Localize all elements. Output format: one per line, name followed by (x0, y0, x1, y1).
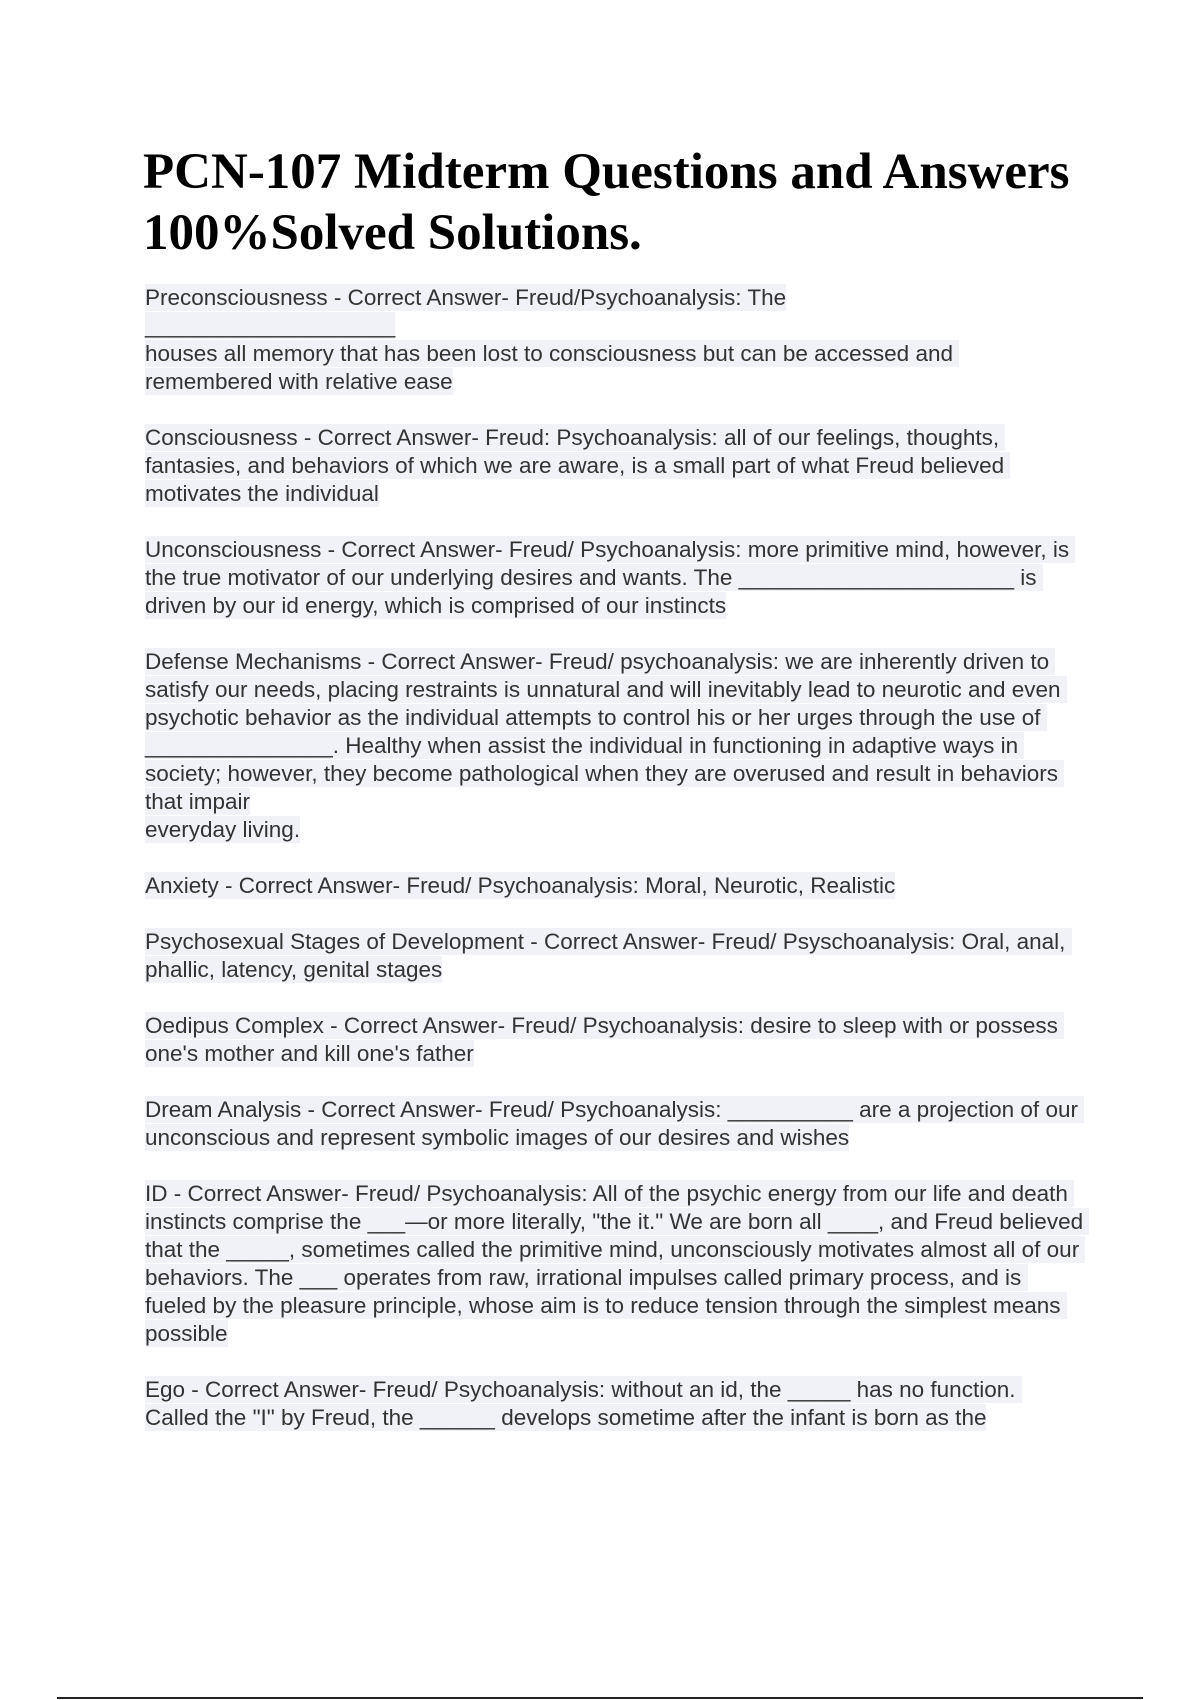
qa-entry-id (145, 1180, 1090, 1348)
qa-entry-text: Defense Mechanisms - Correct Answer- Freud/ psychoanalysis: we are inherently driven to satisfy our needs, placing restraints is unnatural and will inevitably lead to neurotic and even psychotic behavior as the individual attempts to control his or her urges through the use of _______________. Healthy when assist the individual in functioning in adaptive ways in society; however, they become pathological when they are overused and result in behaviors that impair everyday living. (145, 648, 1067, 843)
qa-entry-unconsciousness (145, 536, 1085, 620)
qa-list (145, 284, 1090, 1460)
qa-entry-ego (145, 1376, 1085, 1432)
qa-entry-text: Dream Analysis - Correct Answer- Freud/ Psychoanalysis: __________ are a projection of our unconscious and represent symbolic images of our desires and wishes (145, 1097, 1085, 1150)
qa-entry-text: Anxiety - Correct Answer- Freud/ Psychoanalysis: Moral, Neurotic, Realistic (145, 873, 896, 898)
document-title: PCN-107 Midterm Questions and Answers 100%Solved Solutions. (143, 144, 1070, 261)
qa-entry-oedipus-complex (145, 1012, 1085, 1068)
qa-entry-text: Unconsciousness - Correct Answer- Freud/ Psychoanalysis: more primitive mind, however, is the true motivator of our underlying desires and wants. The ______________________ is driven by our id energy, which is comprised of our instincts (145, 537, 1076, 618)
qa-entry-anxiety (145, 872, 1085, 900)
qa-entry-dream-analysis (145, 1096, 1085, 1152)
qa-entry-consciousness (145, 424, 1085, 508)
qa-entry-text: Ego - Correct Answer- Freud/ Psychoanalysis: without an id, the _____ has no function. Called the "I" by Freud, the ______ develops sometime after the infant is born as the (145, 1377, 1022, 1430)
qa-entry-psychosexual-stages (145, 928, 1085, 984)
qa-entry-text: Preconsciousness - Correct Answer- Freud/Psychoanalysis: The ____________________ houses all memory that has been lost to consciousness but can be accessed and remembered with relative ease (145, 284, 959, 395)
qa-entry-preconsciousness (145, 284, 1085, 396)
qa-entry-text: Consciousness - Correct Answer- Freud: Psychoanalysis: all of our feelings, thoughts, fantasies, and behaviors of which we are aware, is a small part of what Freud believed motivates the individual (145, 425, 1011, 506)
qa-entry-defense-mechanisms (145, 648, 1085, 844)
qa-entry-text: Psychosexual Stages of Development - Correct Answer- Freud/ Psyschoanalysis: Oral, anal, phallic, latency, genital stages (145, 929, 1072, 982)
footer-divider (57, 1697, 1143, 1699)
qa-entry-text: Oedipus Complex - Correct Answer- Freud/ Psychoanalysis: desire to sleep with or possess one's mother and kill one's father (145, 1013, 1065, 1066)
qa-entry-text: ID - Correct Answer- Freud/ Psychoanalysis: All of the psychic energy from our life and death instincts comprise the ___—or more literally, "the it." We are born all ____, and Freud believed that the _____, sometimes called the primitive mind, unconsciously motivates almost all of our behaviors. The ___ operates from raw, irrational impulses called primary process, and is fueled by the pleasure principle, whose aim is to reduce tension through the simplest means possible (145, 1181, 1090, 1346)
